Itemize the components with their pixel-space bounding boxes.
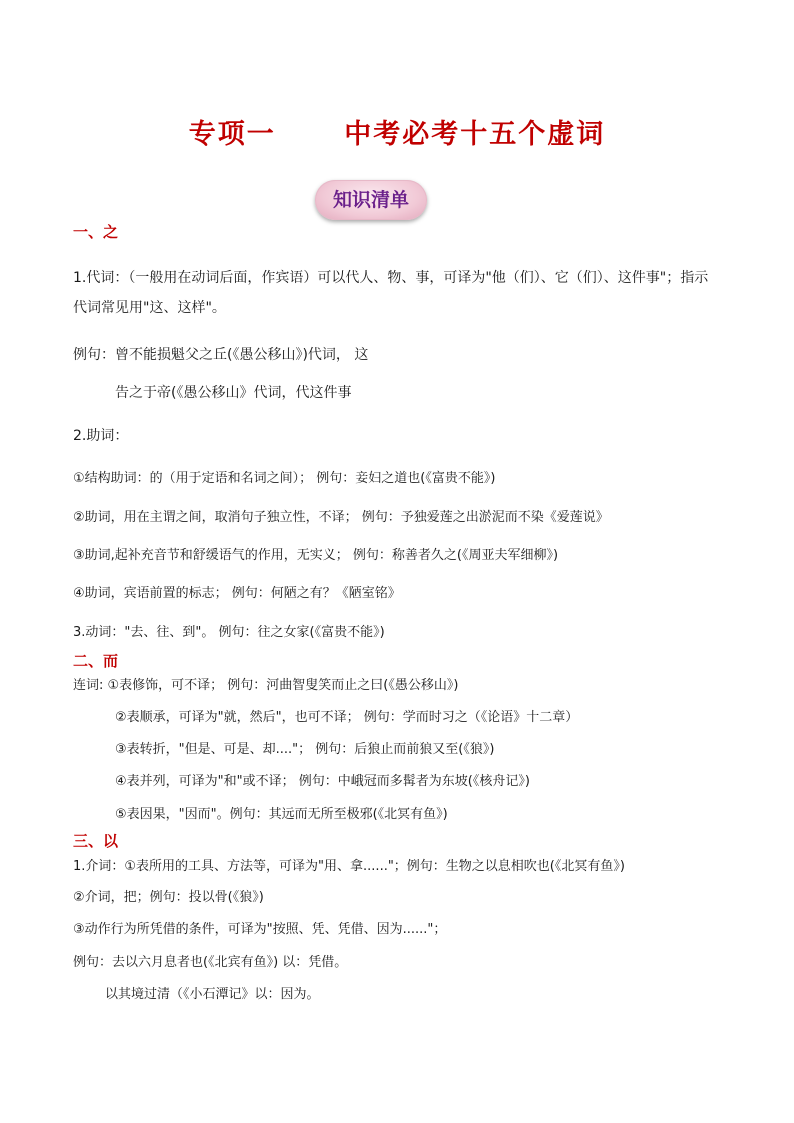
page-title: 专项一 中考必考十五个虚词 xyxy=(188,119,606,150)
paragraph-line: ②介词，把；例句：投以骨(《狼》) xyxy=(73,890,264,905)
section-heading-yi: 三、以 xyxy=(73,832,119,850)
paragraph-line: ④表并列，可译为"和"或不译； 例句：中峨冠而多髯者为东坡(《核舟记》) xyxy=(115,774,530,789)
paragraph-line: ③助词,起补充音节和舒缓语气的作用，无实义； 例句：称善者久之(《周亚夫军细柳》) xyxy=(73,548,559,563)
example-line: 以其境过清（《小石潭记》以：因为。 xyxy=(105,987,320,1002)
paragraph-line: 1.代词：（一般用在动词后面，作宾语）可以代人、物、事，可译为"他（们）、它（们）、这件事"；指示 xyxy=(73,270,709,286)
paragraph-line: ⑤表因果，"因而"。例句：其远而无所至极邪(《北冥有鱼》) xyxy=(115,807,448,822)
knowledge-list-badge: 知识清单 xyxy=(315,180,427,220)
paragraph-line: ③表转折，"但是、可是、却...."； 例句：后狼止而前狼又至(《狼》) xyxy=(115,742,495,757)
paragraph-line: 连词: ①表修饰，可不译； 例句：河曲智叟笑而止之曰(《愚公移山》) xyxy=(73,678,459,693)
paragraph-line: ③动作行为所凭借的条件，可译为"按照、凭、凭借、因为......"； xyxy=(73,922,447,937)
paragraph-line: ②表顺承，可译为"就，然后"，也可不译； 例句：学而时习之（《论语》十二章） xyxy=(115,710,579,725)
section-heading-zhi: 一、之 xyxy=(73,223,119,241)
paragraph-line: ④助词，宾语前置的标志； 例句：何陋之有？《陋室铭》 xyxy=(73,586,401,601)
paragraph-line: 代词常见用"这、这样"。 xyxy=(73,300,226,316)
paragraph-line: 3.动词："去、往、到"。 例句：往之女家(《富贵不能》) xyxy=(73,625,385,640)
example-line: 告之于帝(《愚公移山》代词，代这件事 xyxy=(115,385,352,401)
paragraph-line: 2.助词： xyxy=(73,428,129,444)
example-line: 例句：曾不能损魁父之丘(《愚公移山》)代词， 这 xyxy=(73,347,369,363)
paragraph-line: 1.介词：①表所用的工具、方法等，可译为"用、拿......"；例句：生物之以息相吹也(《北冥有鱼》) xyxy=(73,859,625,874)
paragraph-line: ①结构助词：的（用于定语和名词之间）； 例句：妾妇之道也(《富贵不能》) xyxy=(73,471,496,486)
paragraph-line: ②助词，用在主谓之间，取消句子独立性，不译； 例句：予独爱莲之出淤泥而不染《爱莲说》 xyxy=(73,510,609,525)
example-line: 例句：去以六月息者也(《北宾有鱼》) 以：凭借。 xyxy=(73,955,348,970)
section-heading-er: 二、而 xyxy=(73,652,119,670)
